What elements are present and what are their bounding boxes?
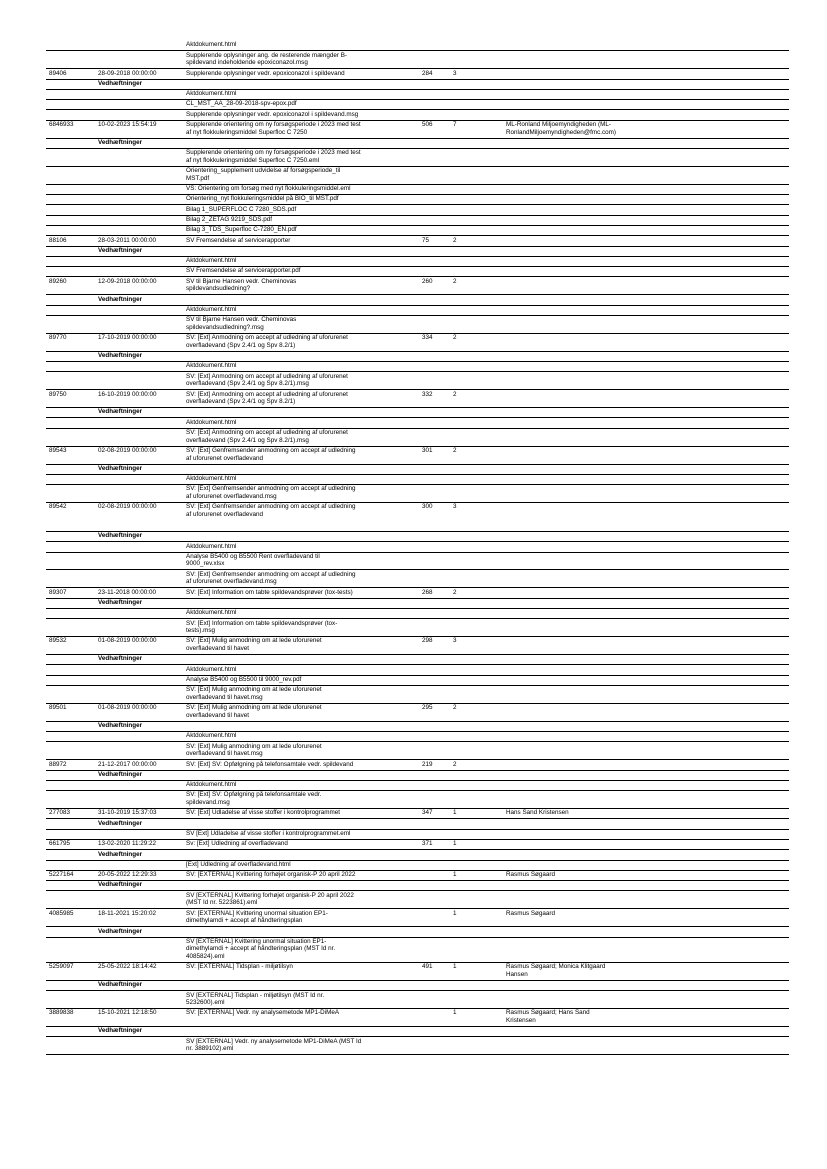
document-id: 89501 (49, 704, 67, 712)
document-party: Kristensen (506, 1017, 536, 1025)
attachment-name: Aktdokument.html (186, 90, 237, 98)
attachment-name: overfladevand (Spv 2.4/1 og Spv 8.2/1).msg (186, 436, 309, 444)
attachment-name: VS: Orientering om forsøg med nyt flokkuleringsmiddel.eml (186, 185, 351, 193)
document-title: SV: [EXTERNAL] Kvittering unormal situation EP1- (186, 909, 328, 917)
attachment-count: 3 (453, 637, 457, 645)
row-divider (46, 294, 789, 295)
attachment-name: SV [EXTERNAL] Kvittering forhøjet organisk-P 20 april 2022 (186, 891, 354, 899)
document-title: SV: [Ext] SV: Opfølgning på telefonsamtale vedr. spildevand (186, 760, 354, 768)
document-party: Rasmus Søgaard (506, 871, 555, 879)
document-number: 75 (422, 236, 430, 244)
attachment-count: 1 (453, 809, 457, 817)
row-divider (46, 962, 789, 963)
attachment-name: SV: [Ext] Genfremsender anmodning om accept af udledning (186, 570, 356, 578)
document-date: 01-08-2019 00:00:00 (98, 637, 157, 645)
document-number: 268 (422, 588, 433, 596)
attachment-name: Analyse B5400 og B5500 Rent overfladevand til (186, 552, 320, 560)
attachment-name: 9000_rev.xlsx (186, 560, 225, 568)
attachment-name: spildevand.msg (186, 799, 230, 807)
attachments-label: Vedhæftninger (98, 246, 143, 254)
document-title: SV: [Ext] Udladelse af visse stoffer i kontrolprogrammet (186, 809, 340, 817)
row-divider (46, 235, 789, 236)
attachment-count: 3 (453, 503, 457, 511)
document-party: RonlandMiljoemyndigheden@fmc.com) (506, 128, 616, 136)
attachment-name: SV [EXTERNAL] Tidsplan - miljøtilsyn (MST Id nr. (186, 991, 325, 999)
document-title: spildevandsudledning? (186, 285, 251, 293)
attachment-count: 3 (453, 69, 457, 77)
row-divider (46, 618, 789, 619)
row-divider (46, 587, 789, 588)
row-divider (46, 407, 789, 408)
row-divider (46, 990, 789, 991)
document-date: 25-05-2022 18:14:42 (98, 963, 157, 971)
attachment-name: Aktdokument.html (186, 41, 237, 49)
document-number: 347 (422, 809, 433, 817)
row-divider (46, 204, 789, 205)
document-title: af uforurenet overfladevand (186, 454, 264, 462)
document-date: 12-09-2018 00:00:00 (98, 277, 157, 285)
row-divider (46, 428, 789, 429)
row-divider (46, 389, 789, 390)
document-id: 89307 (49, 588, 67, 596)
attachment-count: 1 (453, 909, 457, 917)
row-divider (46, 464, 789, 465)
attachment-name: spildevand indeholdende epoxiconazol.msg (186, 59, 308, 67)
row-divider (46, 818, 789, 819)
document-date: 17-10-2019 00:00:00 (98, 334, 157, 342)
attachment-name: SV Fremsendelse af servicerapporter.pdf (186, 267, 301, 275)
attachment-count: 2 (453, 588, 457, 596)
row-divider (46, 531, 789, 532)
document-number: 219 (422, 760, 433, 768)
document-id: 277083 (49, 809, 71, 817)
document-title: SV: [Ext] Mulig anmodning om at lede uforurenet (186, 704, 322, 712)
document-id: 89750 (49, 390, 67, 398)
document-title: SV: [Ext] Genfremsender anmodning om accept af udledning (186, 446, 356, 454)
row-divider (46, 215, 789, 216)
row-divider (46, 351, 789, 352)
document-date: 31-10-2019 15:37:03 (98, 809, 157, 817)
attachments-label: Vedhæftninger (98, 408, 143, 416)
attachments-label: Vedhæftninger (98, 79, 143, 87)
document-title: af nyt flokkuleringsmiddel Superfloc C 7250 (186, 128, 308, 136)
row-divider (46, 808, 789, 809)
row-divider (46, 446, 789, 447)
row-divider (46, 361, 789, 362)
row-divider (46, 68, 789, 69)
document-date: 21-12-2017 00:00:00 (98, 760, 157, 768)
attachment-name: Supplerende orientering om ny forsøgsperiode i 2023 med test (186, 149, 361, 157)
attachments-label: Vedhæftninger (98, 464, 143, 472)
document-date: 15-10-2021 12:18:50 (98, 1009, 157, 1017)
row-divider (46, 79, 789, 80)
attachment-name: Aktdokument.html (186, 362, 237, 370)
document-date: 28-03-2011 00:00:00 (98, 236, 157, 244)
document-id: 5227164 (49, 871, 74, 879)
row-divider (46, 908, 789, 909)
document-id: 3889838 (49, 1009, 74, 1017)
attachment-name: dimethylamdi + accept af håndteringsplan (MST Id nr. (186, 945, 336, 953)
attachment-count: 2 (453, 236, 457, 244)
row-divider (46, 636, 789, 637)
attachment-name: CL_MST_AA_28-09-2018-spv-epox.pdf (186, 100, 297, 108)
attachment-name: af uforurenet overfladevand.msg (186, 493, 277, 501)
row-divider (46, 552, 789, 553)
row-divider (46, 770, 789, 771)
attachment-name: overfladevand til havet.msg (186, 693, 263, 701)
document-date: 10-02-2023 15:54:19 (98, 121, 157, 129)
row-divider (46, 502, 789, 503)
row-divider (46, 870, 789, 871)
row-divider (46, 608, 789, 609)
row-divider (46, 474, 789, 475)
attachments-label: Vedhæftninger (98, 1027, 143, 1035)
row-divider (46, 569, 789, 570)
attachment-name: Aktdokument.html (186, 475, 237, 483)
attachment-name: SV: [Ext] SV: Opfølgning på telefonsamtale vedr. (186, 791, 322, 799)
row-divider (46, 598, 789, 599)
attachment-name: spildevandsudledning?.msg (186, 323, 264, 331)
document-number: 334 (422, 334, 433, 342)
row-divider (46, 333, 789, 334)
document-title: SV til Bjarne Hansen vedr. Cheminovas (186, 277, 297, 285)
row-divider (46, 266, 789, 267)
row-divider (46, 138, 789, 139)
document-id: 89532 (49, 637, 67, 645)
attachment-name: SV: [Ext] Mulig anmodning om at lede uforurenet (186, 686, 322, 694)
document-title: overfladevand til havet (186, 645, 250, 653)
attachment-count: 1 (453, 871, 457, 879)
document-title: SV: [Ext] Anmodning om accept af udledning af uforurenet (186, 334, 348, 342)
attachment-name: Aktdokument.html (186, 609, 237, 617)
document-id: 89260 (49, 277, 67, 285)
row-divider (46, 731, 789, 732)
document-id: 89543 (49, 446, 67, 454)
row-divider (46, 839, 789, 840)
attachment-name: Supplerende oplysninger vedr. epoxiconazol i spildevand.msg (186, 110, 359, 118)
row-divider (46, 194, 789, 195)
document-number: 491 (422, 963, 433, 971)
attachment-name: Analyse B5400 og B5500 til 9000_rev.pdf (186, 675, 302, 683)
attachment-name: Aktdokument.html (186, 665, 237, 673)
attachment-name: Aktdokument.html (186, 257, 237, 265)
attachments-label: Vedhæftninger (98, 981, 143, 989)
document-id: 89542 (49, 503, 67, 511)
row-divider (46, 305, 789, 306)
attachment-name: 5232600).eml (186, 999, 225, 1007)
document-number: 506 (422, 121, 433, 129)
attachments-label: Vedhæftninger (98, 881, 143, 889)
attachment-count: 2 (453, 760, 457, 768)
attachment-name: overfladevand (Spv 2.4/1 og Spv 8.2/1).msg (186, 380, 309, 388)
document-number: 298 (422, 637, 433, 645)
document-title: SV Fremsendelse af servicerapporter (186, 236, 291, 244)
document-number: 371 (422, 840, 433, 848)
document-party: Hans Sand Kristensen (506, 809, 569, 817)
document-date: 01-08-2019 00:00:00 (98, 704, 157, 712)
attachment-name: af nyt flokkuleringsmiddel Superfloc C 7250.eml (186, 156, 320, 164)
document-title: SV: [Ext] Genfremsender anmodning om accept af udledning (186, 503, 356, 511)
document-title: SV: [EXTERNAL] Kvittering forhøjet organisk-P 20 april 2022 (186, 871, 356, 879)
document-date: 18-11-2021 15:20:02 (98, 909, 157, 917)
row-divider (46, 99, 789, 100)
document-title: Sv: [Ext] Udledning af overfladevand (186, 840, 288, 848)
row-divider (46, 780, 789, 781)
document-id: 4085985 (49, 909, 74, 917)
row-divider (46, 829, 789, 830)
attachments-label: Vedhæftninger (98, 927, 143, 935)
row-divider (46, 860, 789, 861)
row-divider (46, 664, 789, 665)
attachment-name: SV til Bjarne Hansen vedr. Cheminovas (186, 316, 297, 324)
attachment-count: 7 (453, 121, 457, 129)
row-divider (46, 184, 789, 185)
attachment-name: Orientering_supplement udvidelse af forsøgsperiode_til (186, 167, 341, 175)
document-title: af uforurenet overfladevand (186, 510, 264, 518)
attachment-name: 4085824).eml (186, 953, 225, 961)
row-divider (46, 685, 789, 686)
document-number: 260 (422, 277, 433, 285)
attachment-name: nr. 3889102).eml (186, 1045, 234, 1053)
document-number: 295 (422, 704, 433, 712)
row-divider (46, 703, 789, 704)
document-title: overfladevand (Spv 2.4/1 og Spv 8.2/1) (186, 398, 296, 406)
attachments-label: Vedhæftninger (98, 598, 143, 606)
document-number: 284 (422, 69, 433, 77)
attachment-name: SV [EXTERNAL] Kvittering unormal situation EP1- (186, 937, 327, 945)
document-id: 88972 (49, 760, 67, 768)
document-title: dimethylamdi + accept af håndteringsplan (186, 917, 303, 925)
document-date: 20-05-2022 12:29:33 (98, 871, 157, 879)
row-divider (46, 721, 789, 722)
attachments-label: Vedhæftninger (98, 138, 143, 146)
attachments-label: Vedhæftninger (98, 655, 143, 663)
attachment-name: SV: [Ext] Anmodning om accept af udledning af uforurenet (186, 429, 348, 437)
document-date: 23-11-2018 00:00:00 (98, 588, 157, 596)
attachment-count: 2 (453, 390, 457, 398)
attachment-name: Supplerende oplysninger ang. de resterende mængder B- (186, 51, 348, 59)
document-date: 16-10-2019 00:00:00 (98, 390, 157, 398)
attachment-count: 1 (453, 963, 457, 971)
row-divider (46, 980, 789, 981)
document-id: 88106 (49, 236, 67, 244)
document-id: 89770 (49, 334, 67, 342)
attachment-count: 2 (453, 334, 457, 342)
row-divider (46, 937, 789, 938)
document-date: 13-02-2020 11:29:22 (98, 840, 157, 848)
attachments-label: Vedhæftninger (98, 770, 143, 778)
row-divider (46, 675, 789, 676)
row-divider (46, 541, 789, 542)
row-divider (46, 849, 789, 850)
document-title: SV: [Ext] Anmodning om accept af udledning af uforurenet (186, 390, 348, 398)
attachment-name: SV: [Ext] Information om tabte spildevandsprøver (tox- (186, 619, 338, 627)
document-title: SV: [EXTERNAL] Tidsplan - miljøtilsyn (186, 963, 293, 971)
document-date: 02-08-2019 00:00:00 (98, 446, 157, 454)
row-divider (46, 1054, 789, 1055)
document-title: Supplerende oplysninger vedr. epoxiconazol i spildevand (186, 69, 345, 77)
row-divider (46, 276, 789, 277)
document-title: SV: [Ext] Information om tabte spildevandsprøver (tox-tests) (186, 588, 353, 596)
row-divider (46, 880, 789, 881)
attachment-name: (MST Id nr. 5223861).eml (186, 899, 258, 907)
attachment-name: Aktdokument.html (186, 305, 237, 313)
row-divider (46, 484, 789, 485)
attachment-name: overfladevand til havet.msg (186, 750, 263, 758)
attachment-name: SV: [Ext] Genfremsender anmodning om accept af udledning (186, 485, 356, 493)
row-divider (46, 315, 789, 316)
attachment-count: 2 (453, 704, 457, 712)
row-divider (46, 790, 789, 791)
document-number: 301 (422, 446, 433, 454)
row-divider (46, 654, 789, 655)
document-party: Hansen (506, 970, 528, 978)
document-title: overfladevand til havet (186, 711, 250, 719)
document-id: 89406 (49, 69, 67, 77)
attachment-name: Bilag 3_TDS_Superfloc C-7280_EN.pdf (186, 226, 297, 234)
attachment-name: SV [Ext] Udladelse af visse stoffer i kontrolprogrammet.eml (186, 829, 351, 837)
attachment-name: Orientering_nyt flokkuleringsmiddel på BIO_til MST.pdf (186, 195, 339, 203)
attachments-label: Vedhæftninger (98, 532, 143, 540)
row-divider (46, 759, 789, 760)
document-title: SV: [Ext] Mulig anmodning om at lede uforurenet (186, 637, 322, 645)
attachment-count: 1 (453, 1009, 457, 1017)
document-number: 300 (422, 503, 433, 511)
row-divider (46, 417, 789, 418)
row-divider (46, 50, 789, 51)
attachment-name: [Ext] Udledning af overfladevand.html (186, 860, 291, 868)
row-divider (46, 1026, 789, 1027)
row-divider (46, 225, 789, 226)
document-date: 02-08-2019 00:00:00 (98, 503, 157, 511)
row-divider (46, 256, 789, 257)
attachments-label: Vedhæftninger (98, 295, 143, 303)
document-id: 5259097 (49, 963, 74, 971)
attachment-name: Bilag 1_SUPERFLOC C 7280_SDS.pdf (186, 205, 297, 213)
attachment-name: tests).msg (186, 627, 216, 635)
row-divider (46, 371, 789, 372)
document-title: SV: [EXTERNAL] Vedr. ny analysemetode MP1-DiMeA (186, 1009, 340, 1017)
row-divider (46, 148, 789, 149)
document-date: 28-09-2018 00:00:00 (98, 69, 157, 77)
attachments-label: Vedhæftninger (98, 352, 143, 360)
attachment-name: SV [EXTERNAL] Vedr. ny analysemetode MP1-DiMeA (MST Id (186, 1037, 362, 1045)
document-title: Supplerende orientering om ny forsøgsperiode i 2023 med test (186, 121, 361, 129)
document-id: 6846933 (49, 121, 74, 129)
attachments-label: Vedhæftninger (98, 819, 143, 827)
attachment-name: Bilag 2_ZETAG 9219_SDS.pdf (186, 215, 272, 223)
document-title: overfladevand (Spv 2.4/1 og Spv 8.2/1) (186, 341, 296, 349)
attachment-count: 2 (453, 277, 457, 285)
document-party: Rasmus Søgaard (506, 909, 555, 917)
attachment-name: Aktdokument.html (186, 542, 237, 550)
row-divider (46, 1036, 789, 1037)
attachment-name: SV: [Ext] Anmodning om accept af udledning af uforurenet (186, 372, 348, 380)
row-divider (46, 246, 789, 247)
document-number: 332 (422, 390, 433, 398)
document-party: Rasmus Søgaard; Monica Klitgaard (506, 963, 606, 971)
row-divider (46, 741, 789, 742)
row-divider (46, 926, 789, 927)
attachment-name: Aktdokument.html (186, 418, 237, 426)
attachments-label: Vedhæftninger (98, 722, 143, 730)
attachment-name: Aktdokument.html (186, 732, 237, 740)
row-divider (46, 166, 789, 167)
attachment-count: 2 (453, 446, 457, 454)
row-divider (46, 109, 789, 110)
attachments-label: Vedhæftninger (98, 850, 143, 858)
attachment-name: Aktdokument.html (186, 781, 237, 789)
document-id: 661795 (49, 840, 71, 848)
row-divider (46, 1008, 789, 1009)
attachment-name: SV: [Ext] Mulig anmodning om at lede uforurenet (186, 742, 322, 750)
row-divider (46, 120, 789, 121)
attachment-count: 1 (453, 840, 457, 848)
attachment-name: af uforurenet overfladevand.msg (186, 578, 277, 586)
attachment-name: MST.pdf (186, 174, 210, 182)
document-party: Rasmus Søgaard; Hans Sand (506, 1009, 590, 1017)
row-divider (46, 89, 789, 90)
document-party: ML-Ronland Miljoemyndigheden (ML- (506, 121, 611, 129)
row-divider (46, 890, 789, 891)
